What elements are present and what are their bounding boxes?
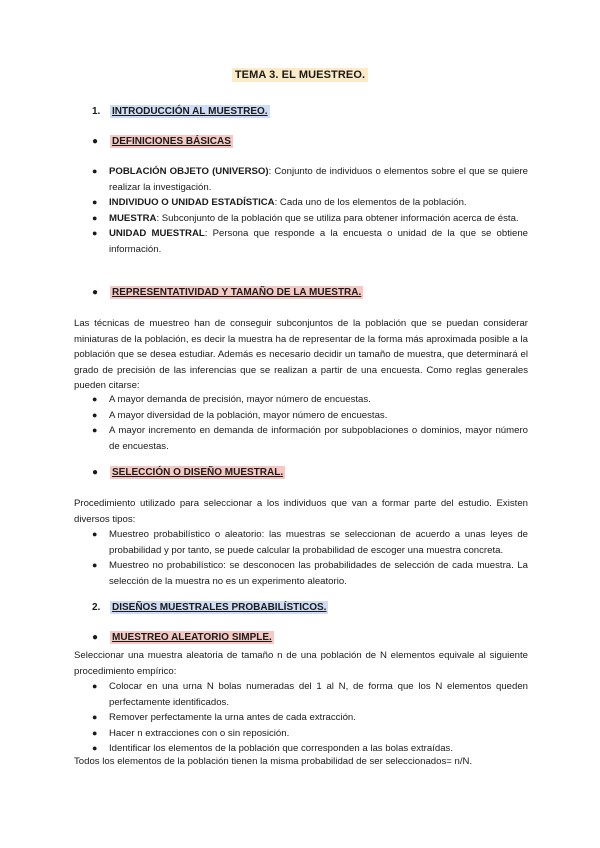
definiciones-label: DEFINICIONES BÁSICAS: [112, 136, 231, 147]
representatividad-label: REPRESENTATIVIDAD Y TAMAÑO DE LA MUESTRA.: [112, 287, 362, 298]
section-2-label: DISEÑOS MUESTRALES PROBABILÍSTICOS.: [112, 602, 327, 613]
section-1-label: INTRODUCCIÓN AL MUESTREO.: [112, 106, 268, 117]
bullet-icon: ●: [92, 529, 98, 539]
list-item: ● Hacer n extracciones con o sin reposición.: [92, 726, 528, 742]
mas-paragraph: Seleccionar una muestra aleatoria de tamaño n de una población de N elementos equivale al siguiente procedimiento empírico:: [74, 650, 528, 677]
bullet-icon: ●: [92, 136, 99, 147]
definition-text: : Persona que responde a la encuesta o unidad de la que se obtiene información.: [109, 228, 528, 255]
bullet-icon: ●: [92, 727, 98, 738]
seleccion-paragraph: Procedimiento utilizado para seleccionar a los individuos que van a formar parte del estudio. Existen diversos tipos:: [74, 498, 528, 525]
mas-steps-list: [92, 679, 528, 757]
seleccion-label: SELECCIÓN O DISEÑO MUESTRAL.: [112, 467, 284, 478]
bullet-icon: ●: [92, 560, 98, 571]
list-item: ● Muestreo probabilístico o aleatorio: las muestras se seleccionan de acuerdo a unas leyes de probabilidad y por tanto, se puede calcular la probabilidad de escoger una muestra concreta.: [92, 529, 528, 556]
definition-term: INDIVIDUO O UNIDAD ESTADÍSTICA: [109, 197, 275, 209]
definition-text: : Subconjunto de la población que se utiliza para obtener información acerca de ésta.: [156, 212, 519, 224]
definition-text: : Conjunto de individuos o elementos sobre el que se quiere realizar la investigación.: [109, 166, 529, 193]
rules-list: [92, 392, 528, 454]
bullet-icon: ●: [92, 197, 98, 208]
bullet-icon: ●: [92, 467, 99, 478]
seleccion-heading: [92, 467, 285, 478]
section-2-heading: [92, 602, 328, 613]
bullet-icon: ●: [92, 425, 98, 436]
section-1-heading: [92, 106, 270, 117]
mas-closing: Todos los elementos de la población tienen la misma probabilidad de ser seleccionados= n/N.: [74, 756, 473, 767]
bullet-icon: ●: [92, 712, 98, 723]
bullet-icon: ●: [92, 166, 98, 176]
mas-heading: [92, 632, 274, 643]
definition-item: [92, 226, 528, 257]
list-item: ● A mayor diversidad de la población, mayor número de encuestas.: [92, 408, 528, 424]
definition-item: [92, 211, 528, 227]
bullet-icon: ●: [92, 681, 98, 691]
definition-text: : Cada uno de los elementos de la población.: [274, 197, 467, 209]
definitions-list: [92, 164, 528, 258]
definition-term: POBLACIÓN OBJETO (UNIVERSO): [109, 166, 269, 177]
list-item: ● A mayor incremento en demanda de información por subpoblaciones o dominios, mayor número de encuestas.: [92, 425, 528, 452]
list-item: ● Identificar los elementos de la población que corresponden a las bolas extraídas.: [92, 741, 528, 757]
list-item: ● Muestreo no probabilístico: se desconocen las probabilidades de selección de cada muestra. La selección de la muestra no es un experimento aleatorio.: [92, 560, 528, 587]
bullet-icon: ●: [92, 743, 98, 754]
definition-item: [92, 164, 528, 195]
bullet-icon: ●: [92, 409, 98, 420]
list-item: ● A mayor demanda de precisión, mayor número de encuestas.: [92, 392, 528, 408]
mas-label: MUESTREO ALEATORIO SIMPLE.: [112, 632, 272, 643]
sampling-types-list: [92, 527, 528, 589]
representatividad-paragraph: Las técnicas de muestreo han de conseguir subconjuntos de la población que se puedan considerar miniaturas de la población, es decir la muestra ha de representar de la forma más aproximada posible a la población que se desea estudiar. Además es necesario decidir un tamaño de muestra, que determinará el grado de precisión de las inferencias que se realizan a partir de una encuesta. Como reglas generales pueden citarse:: [74, 318, 528, 392]
definition-term: UNIDAD MUESTRAL: [109, 228, 205, 240]
definiciones-heading: [92, 136, 233, 147]
definition-term: MUESTRA: [109, 212, 157, 224]
bullet-icon: ●: [92, 394, 98, 404]
bullet-icon: ●: [92, 212, 98, 223]
list-item: ● Remover perfectamente la urna antes de cada extracción.: [92, 710, 528, 726]
page-title: TEMA 3. EL MUESTREO.: [0, 69, 600, 81]
section-1-number: 1.: [92, 106, 101, 117]
bullet-icon: ●: [92, 632, 99, 643]
bullet-icon: ●: [92, 228, 98, 239]
list-item: ● Colocar en una urna N bolas numeradas del 1 al N, de forma que los N elementos queden perfectamente identificados.: [92, 681, 528, 708]
bullet-icon: ●: [92, 287, 99, 298]
definition-item: [92, 195, 528, 211]
section-2-number: 2.: [92, 602, 101, 613]
representatividad-heading: [92, 287, 363, 298]
